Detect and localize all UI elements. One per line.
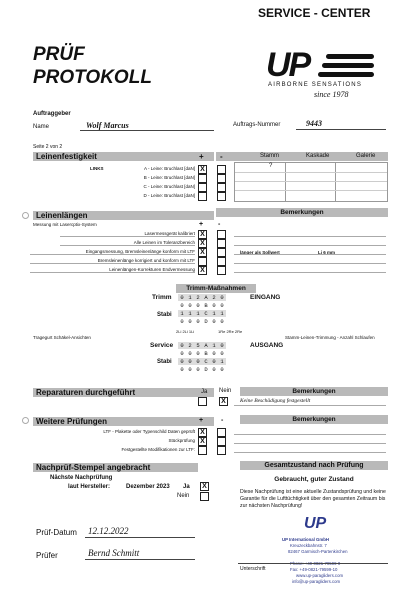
links-label: LINKS — [90, 166, 104, 171]
section-weitere: Weitere Prüfungen — [33, 417, 214, 426]
stamp-logo: UP — [304, 515, 327, 532]
punch-hole — [22, 212, 29, 219]
trimm-label: Trimm — [152, 294, 172, 301]
grid-divider — [235, 190, 387, 191]
signature-line — [238, 563, 388, 564]
minus-label: - — [218, 221, 221, 228]
section-leinenfestigkeit — [33, 152, 214, 161]
reparatur-nein-checkbox[interactable]: X — [219, 397, 228, 406]
row-line — [30, 254, 195, 255]
remark-line — [234, 272, 386, 273]
leine-d-label: D - Leine: Bruchlast [daN] — [143, 193, 195, 198]
leine-b-label: B - Leine: Bruchlast [daN] — [143, 175, 195, 180]
ll-row-label: Eingangsmessung, Bremsleinenlänge konform mit LTF — [85, 249, 195, 254]
leine-b-plus-checkbox[interactable] — [198, 174, 207, 183]
col-galerie: Galerie — [356, 153, 376, 159]
nein-label: Nein — [219, 388, 232, 394]
logo-tagline: AIRBORNE SENSATIONS — [268, 82, 363, 88]
stabi-row1[interactable] — [178, 310, 226, 317]
naechste-label: Nächste Nachprüfung — [50, 475, 113, 481]
ll-row-label: Alle Leinen im Toleranzbereich — [133, 240, 195, 245]
mid-labels-left: 2Li 2Li 1Li — [176, 329, 195, 334]
stamp-line: UP International GmbH — [282, 537, 329, 542]
pruefer-value[interactable]: Bernd Schmitt — [88, 548, 140, 558]
trimm-cell: D — [204, 318, 208, 325]
company-stamp — [282, 515, 382, 593]
remark-line — [234, 263, 386, 264]
trimm-cell: C — [204, 358, 208, 365]
trimm-cell[interactable]: 1 — [220, 358, 224, 365]
gesamt-heading: Gesamtzustand nach Prüfung — [240, 461, 388, 470]
weitere-row-label: LTF - Plakette oder Typenschild Daten geprüft — [103, 429, 195, 434]
unterschrift-label: Unterschrift — [240, 566, 266, 572]
service-center-label: SERVICE - CENTER — [258, 6, 371, 20]
remark-line — [234, 434, 386, 435]
title-line2: PROTOKOLL — [33, 67, 152, 88]
remark-line — [234, 236, 386, 237]
name-underline — [80, 130, 214, 131]
trimm-cell[interactable]: 1 — [212, 310, 216, 317]
reparaturen-bemerkungen: Bemerkungen — [240, 387, 388, 396]
plus-label: + — [199, 417, 204, 424]
order-label: Auftrags-Nummer — [233, 122, 281, 128]
remark-line — [234, 245, 386, 246]
stamm-note: ? — [269, 163, 273, 169]
page-number: Seite 2 von 2 — [33, 144, 63, 150]
trimm-row1[interactable] — [178, 294, 226, 301]
minus-label: - — [220, 152, 223, 161]
mid-labels-right: 1Re 2Re 2Re — [218, 329, 243, 334]
ll-minus-checkbox[interactable] — [217, 230, 226, 239]
name-label: Name — [33, 124, 50, 130]
plus-label: + — [199, 221, 204, 228]
stamp-line: info@up-paragliders.com — [292, 579, 341, 584]
ll-row-label: Bremsleinenlänge korrigiert und konform mit LTF — [97, 258, 195, 263]
weitere-plus-checkbox[interactable]: X — [198, 437, 207, 446]
section-reparaturen — [33, 388, 214, 397]
section-title: Reparaturen durchgeführt — [36, 388, 136, 397]
brand-logo — [262, 46, 380, 102]
trimm-cell[interactable]: 0 — [188, 366, 192, 373]
next-date: Dezember 2023 — [126, 484, 170, 490]
trimm-cell[interactable]: 0 — [196, 358, 200, 365]
stamp-line: Phone: +49-0821-79599-0 — [290, 561, 341, 566]
logo-letters: UP — [266, 46, 310, 84]
stamm-trimm-label: Stamm-Leinen-Trimmung - Anzahl Schlaufen — [285, 335, 375, 340]
trimm-cell: B — [204, 350, 208, 357]
trimm-cell[interactable]: 0 — [220, 342, 224, 349]
leine-c-plus-checkbox[interactable] — [198, 183, 207, 192]
row-line — [60, 236, 195, 237]
trimm-cell[interactable]: 1 — [188, 294, 192, 301]
trimm-cell[interactable]: 2 — [212, 294, 216, 301]
punch-hole — [22, 417, 29, 424]
name-value[interactable]: Wolf Marcus — [86, 121, 129, 130]
trimm-cell[interactable]: 0 — [180, 294, 184, 301]
ll-note1: länger als Sollwert — [240, 250, 280, 255]
trimm-cell[interactable]: 0 — [212, 302, 216, 309]
row-line — [60, 245, 195, 246]
datum-underline — [85, 537, 195, 538]
gesamt-text: Diese Nachprüfung ist eine aktuelle Zustandsprüfung und keine Garantie für die Lufttüchtigkeit über den gesamten Zeitraum bis zur nächsten Nachprüfung! — [240, 489, 386, 509]
stabi-row2[interactable] — [178, 318, 226, 325]
ll-note2: Li 6 mm — [318, 250, 336, 255]
trimm-cell[interactable]: 0 — [196, 302, 200, 309]
section-stempel: Nachprüf-Stempel angebracht — [33, 463, 198, 472]
reparatur-note: Keine Beschädigung festgestellt — [240, 398, 311, 404]
row-line — [30, 272, 195, 273]
leinenlaengen-sub: Messung mit Lasercptix-System — [33, 222, 97, 227]
stabi-label: Stabi — [157, 312, 172, 318]
grid-divider — [285, 163, 286, 201]
ll-minus-checkbox[interactable] — [217, 266, 226, 275]
remark-line — [234, 443, 386, 444]
trimm-cell[interactable]: 1 — [220, 310, 224, 317]
grid-divider — [235, 172, 387, 173]
reparatur-ja-checkbox[interactable] — [198, 397, 207, 406]
service-row2[interactable] — [178, 350, 226, 357]
weitere-minus-checkbox[interactable] — [217, 428, 226, 437]
trimm-cell[interactable]: 0 — [180, 366, 184, 373]
trimm-cell[interactable]: 0 — [188, 318, 192, 325]
leine-a-minus-checkbox[interactable] — [217, 165, 226, 174]
pruefer-label: Prüfer — [36, 551, 58, 560]
gesamt-value: Gebraucht, guter Zustand — [274, 476, 354, 483]
leine-b-minus-checkbox[interactable] — [217, 174, 226, 183]
plus-label: + — [199, 152, 204, 161]
col-kaskade: Kaskade — [306, 153, 330, 159]
trimm-cell: B — [204, 302, 208, 309]
weitere-row-label: Festgestellte Modifikationen zur LTF: — [121, 447, 195, 452]
leine-a-plus-checkbox[interactable]: X — [198, 165, 207, 174]
logo-stripe — [326, 54, 374, 59]
trimm-cell[interactable]: 0 — [212, 358, 216, 365]
trimm-cell[interactable]: 5 — [196, 342, 200, 349]
ll-minus-checkbox[interactable] — [217, 239, 226, 248]
order-underline — [296, 129, 386, 130]
nein-label: Nein — [177, 493, 190, 499]
ja-label: Ja — [201, 389, 208, 395]
trimm-cell[interactable]: 0 — [180, 318, 184, 325]
trimm-cell[interactable]: 0 — [212, 350, 216, 357]
ausgang-label: AUSGANG — [250, 342, 284, 349]
trimm-cell: A — [204, 342, 208, 349]
eingang-label: EINGANG — [250, 294, 281, 301]
client-heading: Auftraggeber — [33, 111, 71, 117]
logo-since: since 1978 — [314, 90, 349, 99]
strength-grid[interactable] — [234, 162, 388, 202]
col-stamm: Stamm — [260, 153, 280, 159]
pruefer-underline — [85, 559, 195, 560]
leine-c-label: C - Leine: Bruchlast [daN] — [143, 184, 195, 189]
ll-plus-checkbox[interactable]: X — [198, 266, 207, 275]
ll-row-label: Lasermessgerät kalibriert — [144, 231, 195, 236]
weitere-plus-checkbox[interactable] — [198, 446, 207, 455]
leine-d-plus-checkbox[interactable] — [198, 192, 207, 201]
trimm-heading: Trimm-Maßnahmen — [176, 284, 256, 293]
leine-d-minus-checkbox[interactable] — [217, 192, 226, 201]
trimm-cell: D — [204, 366, 208, 373]
ll-plus-checkbox[interactable] — [198, 257, 207, 266]
ll-minus-checkbox[interactable] — [217, 248, 226, 257]
trimm-cell[interactable]: 0 — [220, 302, 224, 309]
ll-row-label: Leinenlängen-Korrekturen Endvermessung — [109, 267, 195, 272]
grid-divider — [235, 181, 387, 182]
trimm-cell[interactable]: 0 — [180, 342, 184, 349]
trimm-cell[interactable]: 0 — [188, 358, 192, 365]
trimm-cell[interactable]: 0 — [188, 302, 192, 309]
trimm-cell[interactable]: 0 — [180, 358, 184, 365]
order-value[interactable]: 9443 — [306, 119, 322, 128]
trimm-cell[interactable]: 0 — [212, 366, 216, 373]
trimm-cell[interactable]: 0 — [220, 350, 224, 357]
trimm-cell: A — [204, 294, 208, 301]
logo-stripe — [322, 63, 374, 68]
trimm-row2[interactable] — [178, 302, 226, 309]
trimm-cell: C — [204, 310, 208, 317]
datum-label: Prüf-Datum — [36, 528, 77, 537]
weitere-row-label: Stückprüfung — [168, 438, 195, 443]
section-title: Leinenfestigkeit — [36, 152, 97, 161]
weitere-bemerkungen: Bemerkungen — [240, 415, 388, 424]
leine-c-minus-checkbox[interactable] — [217, 183, 226, 192]
logo-stripe — [318, 72, 374, 77]
remark-line — [234, 452, 386, 453]
remark-line — [234, 405, 386, 406]
stabi-label-2: Stabi — [157, 359, 172, 365]
trimm-cell[interactable]: 0 — [220, 318, 224, 325]
service-label: Service — [150, 342, 174, 349]
stamp-line: Kreuzeckbahnstr. 7 — [290, 543, 327, 548]
stamp-line: 82467 Garmisch-Partenkirchen — [288, 549, 348, 554]
grid-divider — [335, 163, 336, 201]
row-line — [30, 263, 195, 264]
trimm-cell[interactable]: 0 — [180, 302, 184, 309]
ll-plus-checkbox[interactable]: X — [198, 230, 207, 239]
stamp-line: Fax: +49-0821-79599-10 — [290, 567, 338, 572]
section-leinenlaengen: Leinenlängen — [33, 211, 214, 220]
trimm-cell[interactable]: 1 — [212, 342, 216, 349]
ll-minus-checkbox[interactable] — [217, 257, 226, 266]
leinenlaengen-bemerkungen: Bemerkungen — [216, 208, 388, 217]
title-line1: PRÜF — [33, 44, 85, 65]
trimm-cell[interactable]: 0 — [212, 318, 216, 325]
trimm-cell[interactable]: 0 — [196, 318, 200, 325]
stamp-line: www.up-paragliders.com — [296, 573, 344, 578]
trimm-cell[interactable]: 2 — [196, 294, 200, 301]
weitere-minus-checkbox[interactable] — [217, 446, 226, 455]
trimm-cell[interactable]: 0 — [220, 366, 224, 373]
hersteller-label: laut Hersteller: — [68, 484, 111, 490]
remark-line — [234, 254, 386, 255]
leine-a-label: A - Leine: Bruchlast [daN] — [143, 166, 195, 171]
trimm-cell[interactable]: 1 — [196, 310, 200, 317]
weitere-plus-checkbox[interactable]: X — [198, 428, 207, 437]
trimm-cell[interactable]: 0 — [196, 366, 200, 373]
weitere-minus-checkbox[interactable] — [217, 437, 226, 446]
service-row1[interactable] — [178, 342, 226, 349]
service-row4[interactable] — [178, 366, 226, 373]
stempel-ja-checkbox[interactable]: X — [200, 482, 209, 491]
stempel-nein-checkbox[interactable] — [200, 492, 209, 501]
section-leinenfestigkeit-right — [216, 152, 388, 161]
ll-plus-checkbox[interactable]: X — [198, 248, 207, 257]
ll-plus-checkbox[interactable]: X — [198, 239, 207, 248]
trimm-cell[interactable]: 0 — [196, 350, 200, 357]
trimm-cell[interactable]: 1 — [180, 310, 184, 317]
trimm-cell[interactable]: 0 — [180, 350, 184, 357]
service-row3[interactable] — [178, 358, 226, 365]
tragegurt-label: Tragegurt Schäkel-Ansichten — [33, 335, 91, 340]
datum-value[interactable]: 12.12.2022 — [88, 526, 129, 536]
trimm-cell[interactable]: 0 — [220, 294, 224, 301]
minus-label: - — [221, 417, 224, 424]
trimm-cell[interactable]: 2 — [188, 342, 192, 349]
trimm-cell[interactable]: 1 — [188, 310, 192, 317]
ja-label: Ja — [183, 484, 190, 490]
trimm-cell[interactable]: 0 — [188, 350, 192, 357]
